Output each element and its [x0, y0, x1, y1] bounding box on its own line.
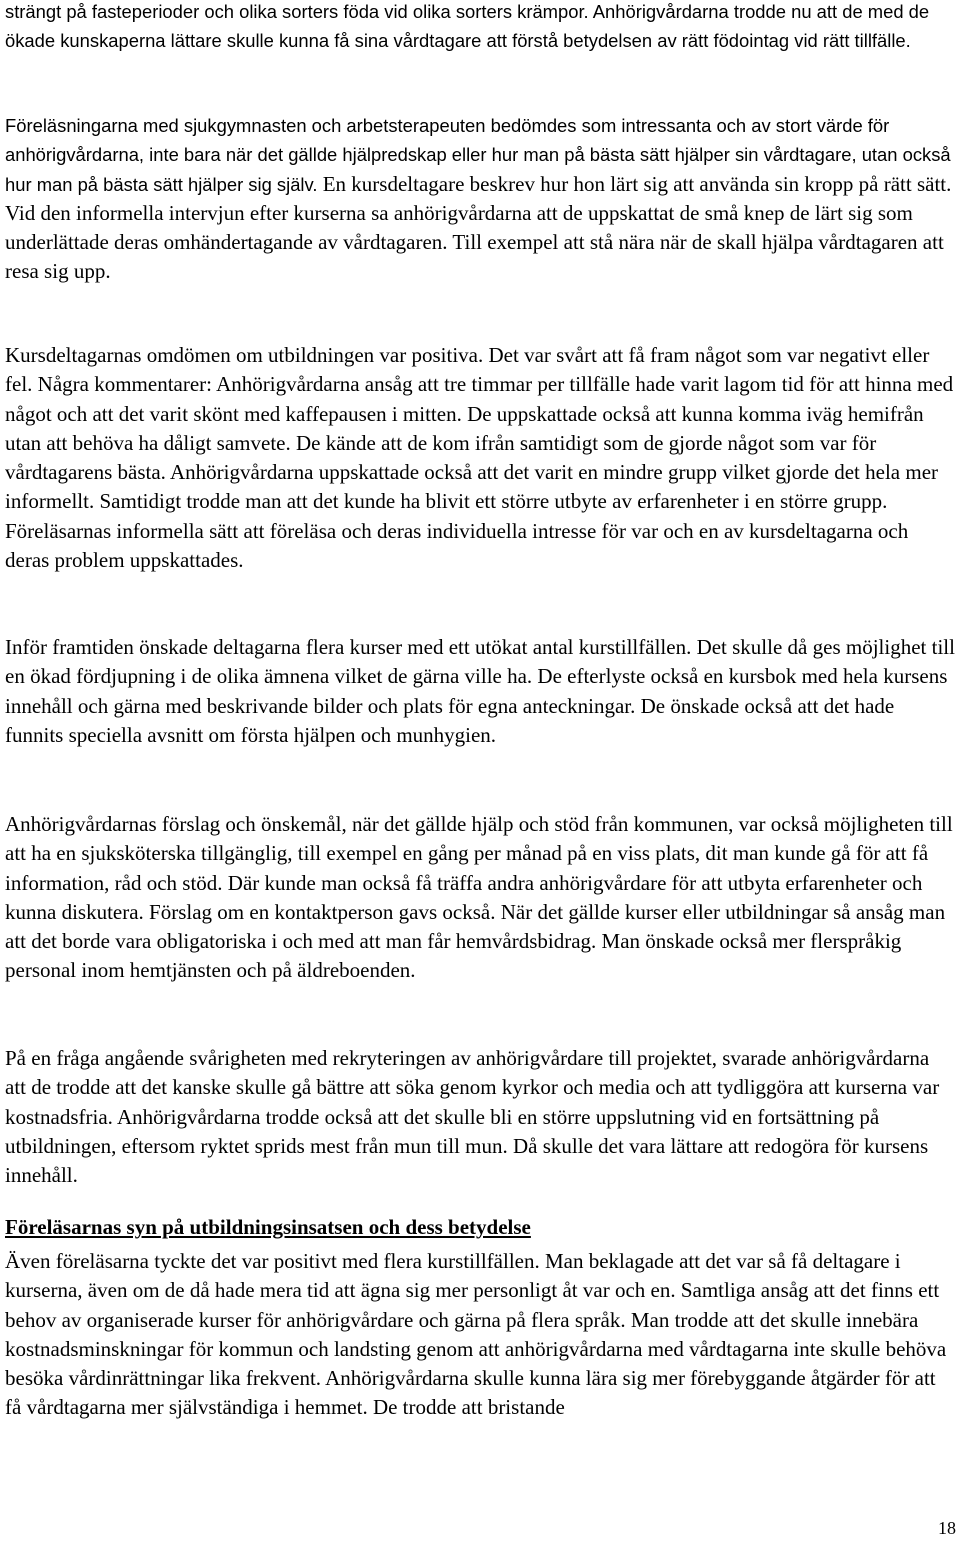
paragraph-future-wishes: Inför framtiden önskade deltagarna flera kurser med ett utökat antal kurstillfällen. Det skulle då ges möjlighet till en ökad fördjupning i de olika ämnena vilket de gärna ville ha. De efterlyste också en kursbok med hela kursens innehåll och gärna med beskrivande bilder och plats för egna anteckningar. De önskade också att det hade funnits speciella avsnitt om första hjälpen och munhygien. [5, 635, 955, 747]
paragraph-lecturers-view: Även föreläsarna tyckte det var positivt med flera kurstillfällen. Man beklagade att det var så få deltagare i kurserna, även om de då hade mera tid att ägna sig mer personligt åt var och en. Samtliga ansåg att det finns ett behov av organiserade kurser för anhörigvårdare och gärna på flera språk. Man trodde att det skulle innebära kostnadsminskningar för kommun och landsting genom att anhörigvårdarna med vårdtagarna inte skulle behöva besöka vårdinrättningar lika frekvent. Anhörigvårdarna skulle kunna lära sig mer förebyggande åtgärder för att få vårdtagarna mer självständiga i hemmet. De trodde att bristande [5, 1249, 947, 1420]
section-heading-lecturers-view: Föreläsarnas syn på utbildningsinsatsen och dess betydelse [5, 1215, 531, 1239]
paragraph-physio-lectures-serif-part: En kursdeltagare beskrev hur hon lärt sig att använda sin kropp på rätt sätt. Vid den informella intervjun efter kurserna sa anhörigvårdarna att de uppskattat de små knep de lärt sig som underlättade deras omhändertagande av vårdtagaren. Till exempel att stå nära när de skall hjälpa vårdtagaren att resa sig upp. [5, 171, 952, 284]
paragraph-physio-lectures-sans-part: Föreläsningarna med sjukgymnasten och arbetsterapeuten bedömdes som intressanta och av stort värde för anhörigvårdarna, inte bara när det gällde hjälpredskap eller hur man på bästa sätt hjälper sin vårdtagare, utan också hur man på bästa sätt hjälper sig själv. [5, 115, 951, 195]
paragraph-participant-reviews: Kursdeltagarnas omdömen om utbildningen var positiva. Det var svårt att få fram något som var negativt eller fel. Några kommentarer: Anhörigvårdarna ansåg att tre timmar per tillfälle hade varit lagom tid för att hinna med något och att det varit skönt med kaffepausen i mitten. De uppskattade också att kunna komma iväg hemifrån utan att behöva ha dåligt samvete. De kände att de kom ifrån samtidigt som de gjorde något som var för vårdtagarens bästa. Anhörigvårdarna uppskattade också att det varit en mindre grupp vilket gjorde det hela mer informellt. Samtidigt trodde man att det kunde ha blivit ett större utbyte av erfarenheter i en större grupp. Föreläsarnas informella sätt att föreläsa och deras individuella intresse för var och en av kursdeltagarna och deras problem uppskattades. [5, 343, 954, 573]
paragraph-recruitment: På en fråga angående svårigheten med rekryteringen av anhörigvårdare till projektet, svarade anhörigvårdarna att de trodde att det kanske skulle gå bättre att söka genom kyrkor och media och att tydliggöra att kurserna var kostnadsfria. Anhörigvårdarna trodde också att det skulle bli en större uppslutning vid en fortsättning på utbildningen, eftersom ryktet sprids mest från mun till mun. Då skulle det vara lättare att redogöra för kursens innehåll. [5, 1046, 940, 1188]
paragraph-fasting-nutrition: strängt på fasteperioder och olika sorters föda vid olika sorters krämpor. Anhörigvårdarna trodde nu att de med de ökade kunskaperna lättare skulle kunna få sina vårdtagare att förstå betydelsen av rätt födointag vid rätt tillfälle. [5, 1, 930, 52]
paragraph-physio-lectures [5, 111, 955, 287]
page-number: 18 [938, 1518, 956, 1538]
paragraph-municipal-suggestions: Anhörigvårdarnas förslag och önskemål, när det gällde hjälp och stöd från kommunen, var också möjligheten till att ha en sjuksköterska tillgänglig, till exempel en gång per månad på en viss plats, dit man kunde gå för att få information, råd och stöd. Där kunde man också få träffa andra anhörigvårdare för att utbyta erfarenheter och kunna diskutera. Förslag om en kontaktperson gavs också. När det gällde kurser eller utbildningar så ansåg man att det borde vara obligatoriska i och med att man får hemvårdsbidrag. Man önskade också mer flerspråkig personal inom hemtjänsten och på äldreboenden. [5, 812, 953, 983]
